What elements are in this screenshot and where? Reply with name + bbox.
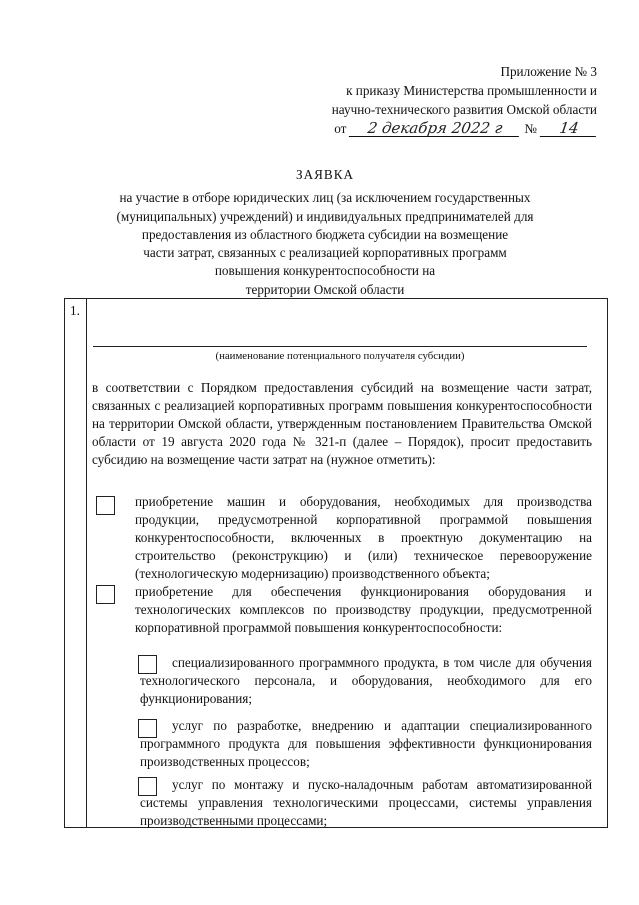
applicant-name-field[interactable] — [93, 346, 587, 347]
checkbox-machinery-equipment[interactable] — [96, 496, 115, 515]
appendix-order-ref: к приказу Министерства промышленности и — [346, 83, 597, 98]
application-form-table — [64, 298, 608, 828]
appendix-date-row — [257, 119, 597, 138]
appendix-number: Приложение № 3 — [500, 64, 597, 79]
applicant-name-caption: (наименование потенциального получателя субсидии) — [215, 350, 465, 362]
request-intro-text: в соответствии с Порядком предоставления субсидий на возмещение части затрат, связанных с реализацией корпоративных программ повышения конкурентоспособности на территории Омской области, утвержденным постановлением Правительства Омской области от 19 августа 2020 года № 321-п (далее – Порядок), просит предоставить субсидию на возмещение части затрат на (нужное отметить): — [92, 380, 592, 467]
title-line: части затрат, связанных с реализацией корпоративных программ — [143, 245, 507, 261]
title-line: территории Омской области — [245, 281, 405, 297]
handwritten-order-number: 14 — [540, 120, 598, 137]
title-line: повышения конкурентоспособности на — [214, 263, 436, 279]
option-machinery-equipment: приобретение машин и оборудования, необходимых для производства продукции, предусмотренной корпоративной программой повышения конкурентоспособности, включенных в проектную документацию на строительство (реконструкцию) и (или) техническое перевооружение (технологическую модернизацию) производственного объекта; — [135, 494, 592, 581]
option-equipment-support: приобретение для обеспечения функционирования оборудования и технологических комплексов по производству продукции, предусмотренной корпоративной программой повышения конкурентоспособности: — [135, 584, 592, 635]
row-number-cell — [65, 299, 87, 827]
checkbox-equipment-support[interactable] — [96, 585, 115, 604]
row-number: 1. — [70, 303, 80, 318]
handwritten-date: 2 декабря 2022 г — [349, 120, 521, 137]
title-line: предоставления из областного бюджета субсидии на возмещение — [141, 226, 509, 242]
title-block — [80, 166, 570, 299]
title-line: (муниципальных) учреждений) и индивидуальных предпринимателей для — [116, 208, 534, 224]
option-software-development-services: услуг по разработке, внедрению и адаптации специализированного программного продукта для повышения эффективности функционирования производственных процессов; — [140, 718, 592, 769]
appendix-ministry: научно-технического развития Омской области — [331, 102, 597, 117]
date-from-label: от — [334, 121, 347, 136]
order-number-label: № — [524, 121, 537, 136]
option-software-product: специализированного программного продукта, в том числе для обучения технологического персонала, и оборудования, необходимого для его функционирования; — [140, 655, 592, 706]
appendix-block — [257, 62, 597, 138]
title-line: на участие в отборе юридических лиц (за исключением государственных — [119, 190, 531, 206]
document-title: ЗАЯВКА — [295, 167, 355, 182]
option-installation-services: услуг по монтажу и пуско-наладочным работам автоматизированной системы управления технологическими процессами, системы управления производственными процессами; — [140, 777, 592, 828]
